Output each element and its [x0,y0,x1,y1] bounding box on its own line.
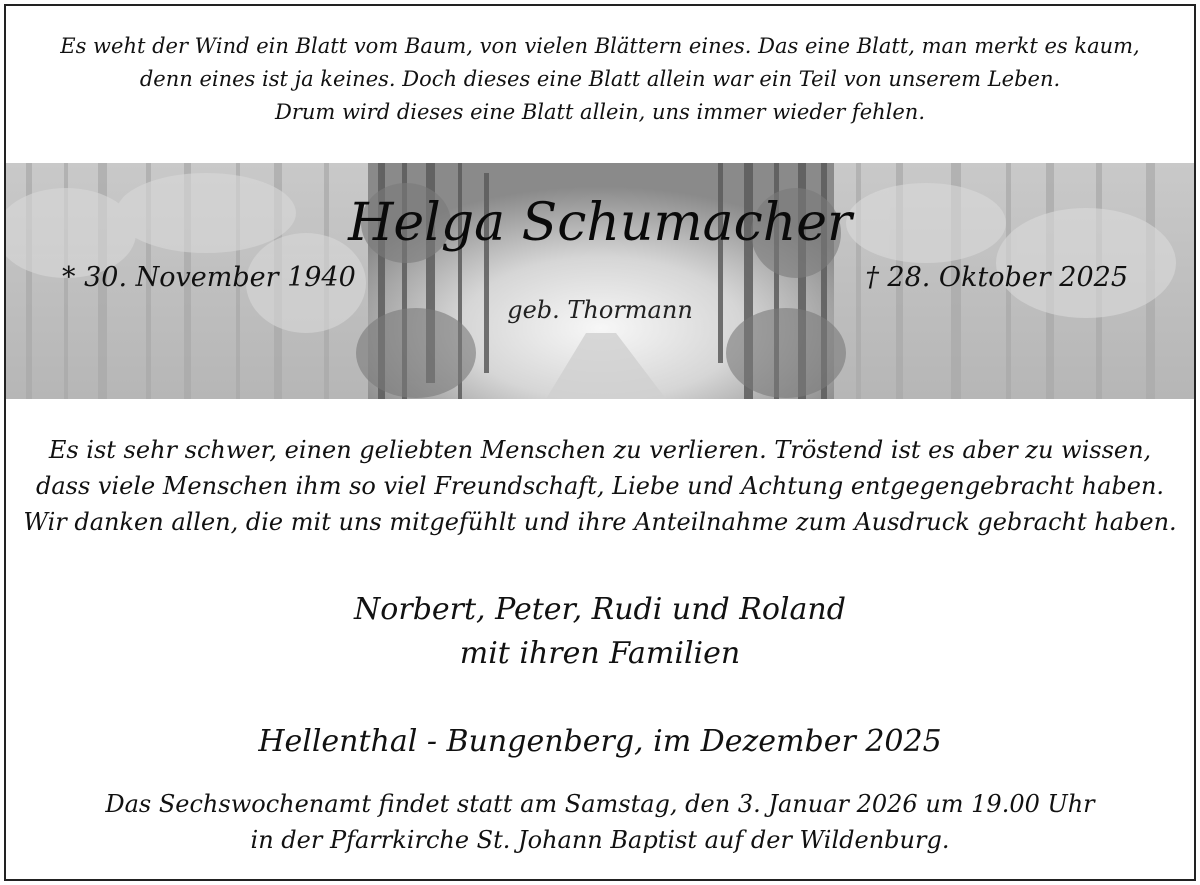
family-line-2: mit ihren Familien [459,636,741,671]
thanks-text [0,432,1200,540]
thanks-line-2: dass viele Menschen ihm so viel Freundschaft, Liebe und Achtung entgegengebracht haben. [35,472,1165,500]
poem [0,30,1200,129]
service-info [0,786,1200,858]
birth-date: * 30. November 1940 [62,262,356,293]
service-line-2: in der Pfarrkirche St. Johann Baptist auf der Wildenburg. [250,826,950,854]
family-signature [0,588,1200,676]
poem-line-2: denn eines ist ja keines. Doch dieses eine Blatt allein war ein Teil von unserem Leben. [139,67,1061,91]
death-date: † 28. Oktober 2025 [865,262,1128,293]
thanks-line-3: Wir danken allen, die mit uns mitgefühlt und ihre Anteilnahme zum Ausdruck gebracht haben. [23,508,1177,536]
thanks-line-1: Es ist sehr schwer, einen geliebten Menschen zu verlieren. Tröstend ist es aber zu wissen, [48,436,1152,464]
place-date: Hellenthal - Bungenberg, im Dezember 2025 [258,724,942,759]
poem-line-1: Es weht der Wind ein Blatt vom Baum, von vielen Blättern eines. Das eine Blatt, man merkt es kaum, [60,34,1140,58]
maiden-name: geb. Thormann [507,296,693,324]
family-line-1: Norbert, Peter, Rudi und Roland [354,592,846,627]
poem-line-3: Drum wird dieses eine Blatt allein, uns immer wieder fehlen. [274,100,925,124]
deceased-name: Helga Schumacher [348,193,852,253]
service-line-1: Das Sechswochenamt findet statt am Samstag, den 3. Januar 2026 um 19.00 Uhr [105,790,1095,818]
